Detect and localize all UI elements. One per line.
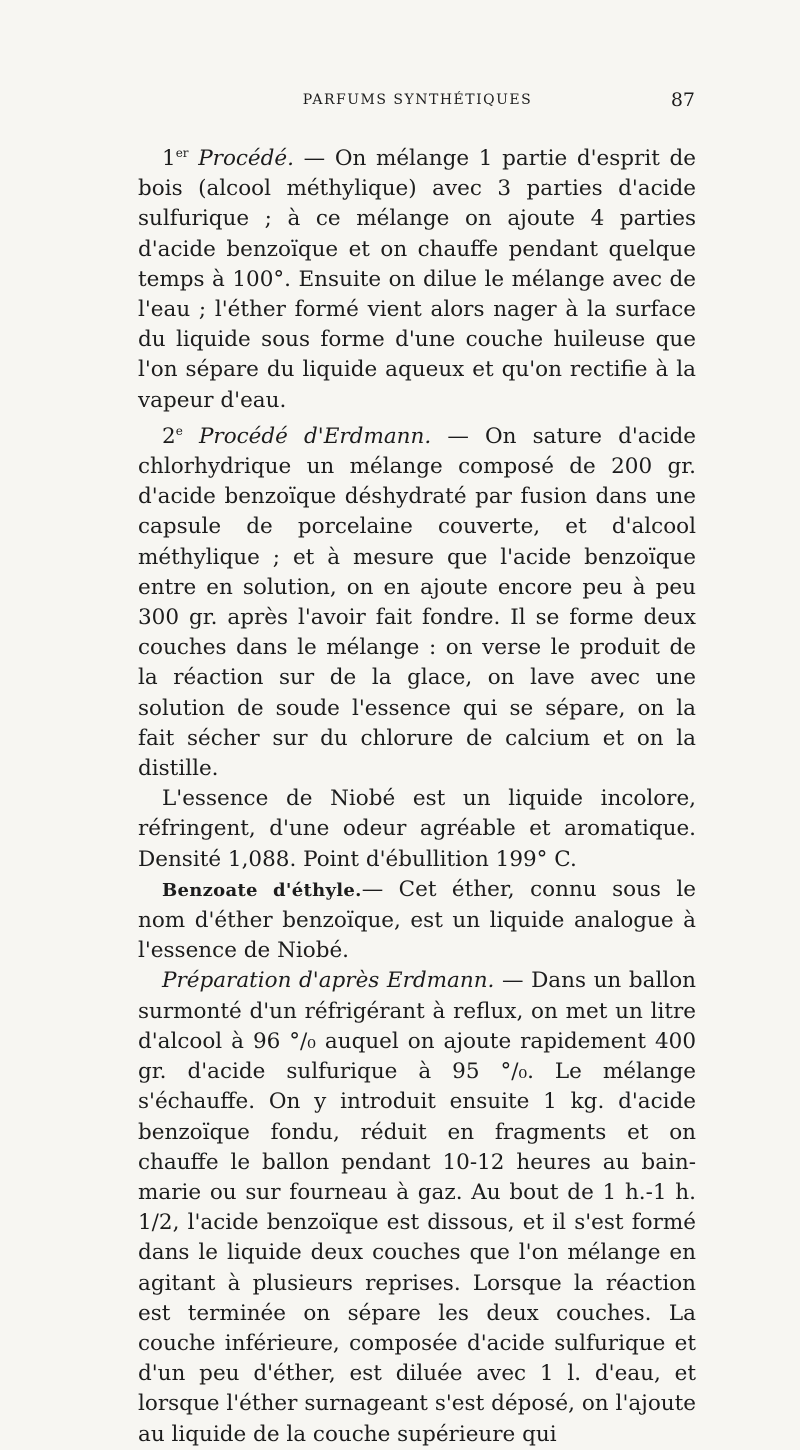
section-heading: Benzoate d'éthyle. bbox=[162, 879, 362, 901]
procedure-number: 1 bbox=[162, 146, 176, 171]
procedure-title: Procédé. bbox=[198, 146, 294, 171]
paragraph-benzoate-ethyle bbox=[138, 875, 696, 967]
procedure-ordinal-suffix: er bbox=[175, 146, 189, 160]
paragraph-text: — Cet éther, connu sous le nom d'éther benzoïque, est un liquide analogue à l'essence de Niobé. bbox=[138, 876, 697, 964]
running-title: PARFUMS SYNTHÉTIQUES bbox=[302, 92, 533, 108]
paragraph-procede-erdmann bbox=[138, 416, 696, 784]
paragraph-preparation-erdmann bbox=[138, 966, 696, 1449]
page-number: 87 bbox=[670, 89, 695, 111]
paragraph-text: — Dans un ballon surmonté d'un réfrigérant à reflux, on met un litre d'alcool à 96 °/₀ auquel on ajoute rapidement 400 gr. d'acide sulfurique à 95 °/₀. Le mélange s'échauffe. On y introduit ensuite 1 kg. d'acide benzoïque fondu, réduit en fragments et on chauffe le ballon pendant 10-12 heures au bain-marie ou sur fourneau à gaz. Au bout de 1 h.-1 h. 1/2, l'acide benzoïque est dissous, et il s'est formé dans le liquide deux couches que l'on mélange en agitant à plusieurs reprises. Lorsque la réaction est terminée on sépare les deux couches. La couche inférieure, composée d'acide sulfurique et d'un peu d'éther, est diluée avec 1 l. d'eau, et lorsque l'éther surnageant s'est déposé, on l'ajoute au liquide de la couche supérieure qui bbox=[138, 968, 696, 1447]
procedure-title: Préparation d'après Erdmann. bbox=[162, 968, 495, 994]
paragraph-text: — On sature d'acide chlorhydrique un mélange composé de 200 gr. d'acide benzoïque déshydraté par fusion dans une capsule de porcelaine couverte, et d'alcool méthylique ; et à mesure que l'acide benzoïque entre en solution, on en ajoute encore peu à peu 300 gr. après l'avoir fait fondre. Il se forme deux couches dans le mélange : on verse le produit de la réaction sur de la glace, on lave avec une solution de soude l'essence qui se sépare, on la fait sécher sur du chlorure de calcium et on la distille. bbox=[138, 423, 696, 782]
procedure-number: 2 bbox=[162, 423, 176, 449]
paragraph-text: — On mélange 1 partie d'esprit de bois (alcool méthylique) avec 3 parties d'acide sulfurique ; à ce mélange on ajoute 4 parties d'acide benzoïque et on chauffe pendant quelque temps à 100°. Ensuite on dilue le mélange avec de l'eau ; l'éther formé vient alors nager à la surface du liquide sous forme d'une couche huileuse que l'on sépare du liquide aqueux et qu'on rectifie à la vapeur d'eau. bbox=[138, 146, 696, 413]
procedure-title: Procédé d'Erdmann. bbox=[198, 423, 432, 449]
page-header bbox=[140, 89, 695, 122]
page-body bbox=[138, 138, 696, 1450]
paragraph-text: L'essence de Niobé est un liquide incolore, réfringent, d'une odeur agréable et aromatique. Densité 1,088. Point d'ébullition 199° C. bbox=[138, 786, 696, 872]
paragraph-essence-niobe bbox=[138, 784, 696, 875]
paragraph-procede-1 bbox=[138, 138, 696, 416]
procedure-ordinal-suffix: e bbox=[175, 423, 183, 438]
